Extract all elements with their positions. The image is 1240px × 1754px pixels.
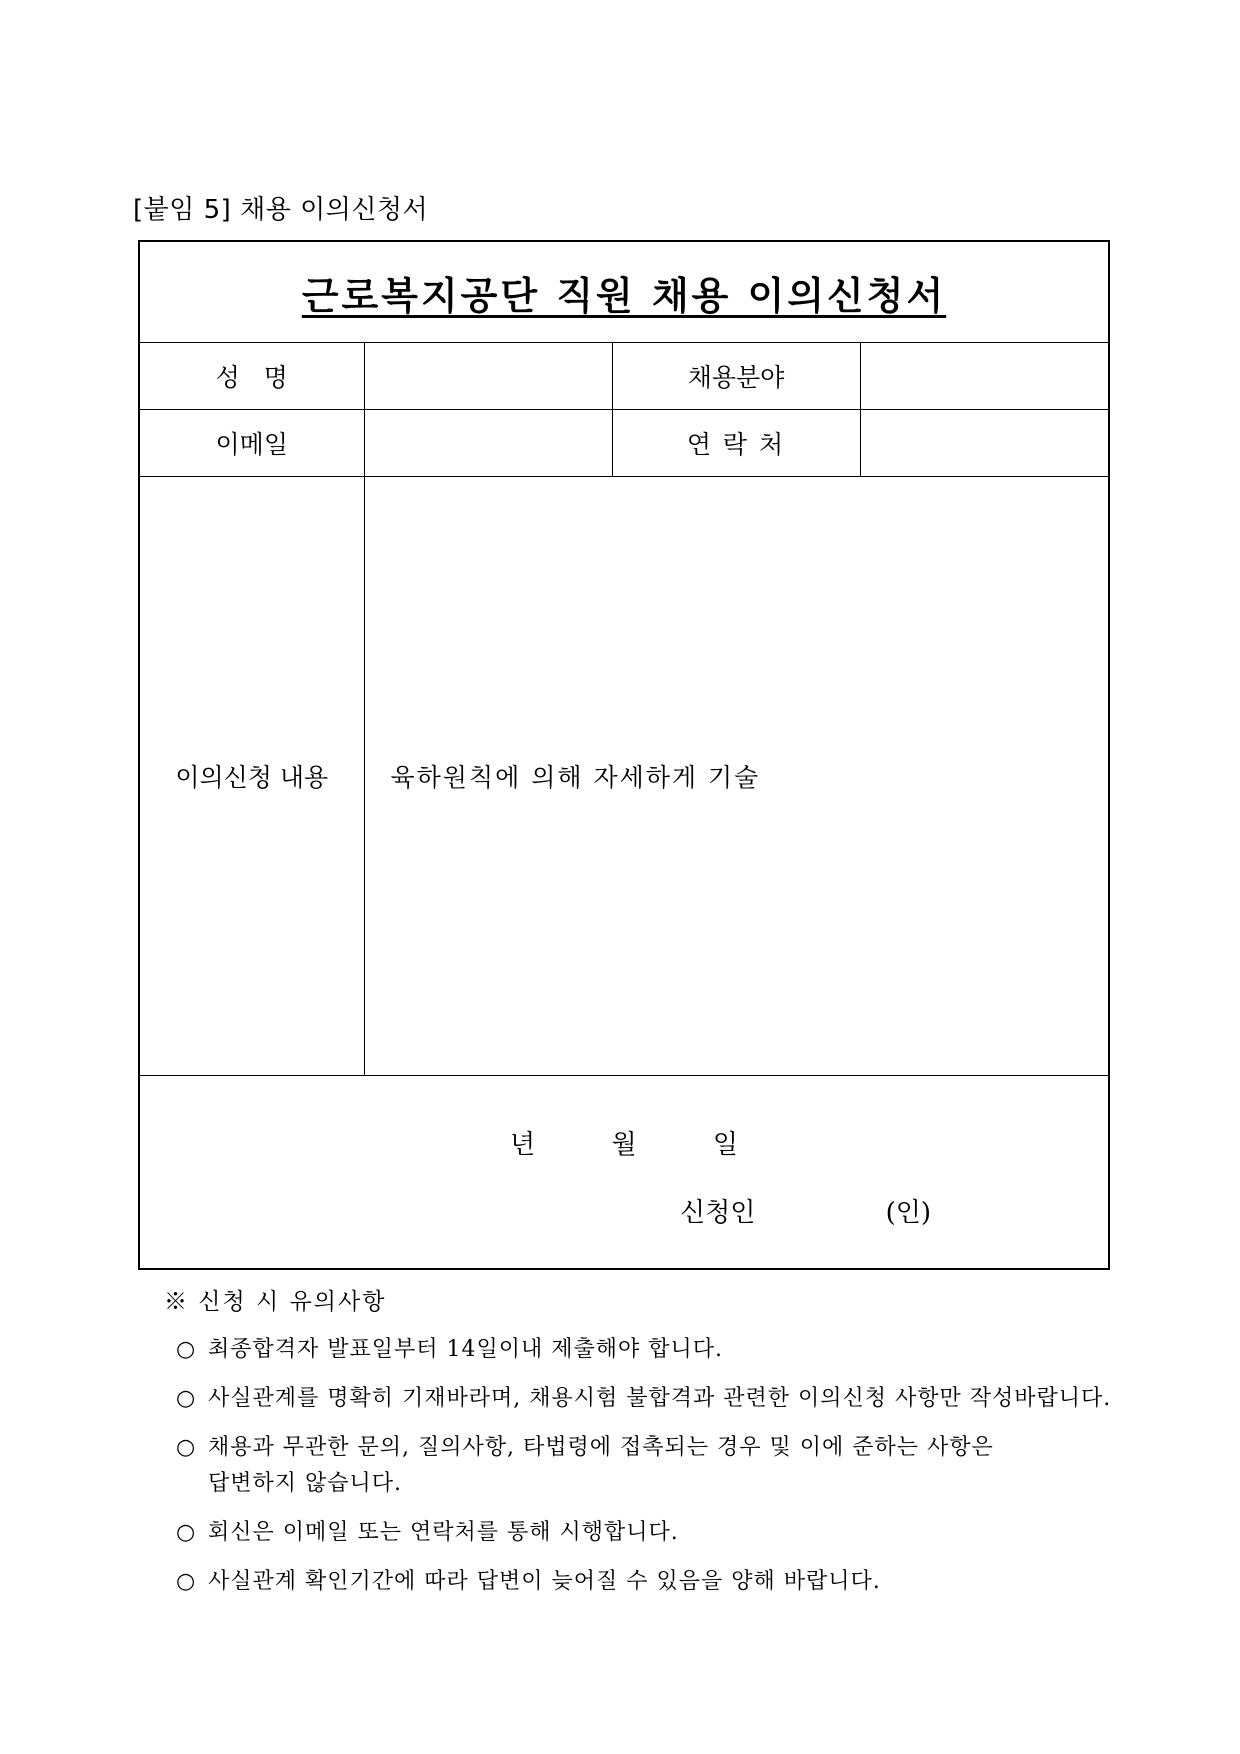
attachment-label: [붙임 5] 채용 이의신청서 [133, 195, 429, 225]
field-label: 채용분야 [612, 343, 860, 410]
date-month: 월 [611, 1130, 637, 1160]
objection-form-table [138, 240, 1110, 1270]
date-signature-cell [139, 1076, 1109, 1270]
field-value[interactable] [860, 343, 1109, 410]
note-text: 사실관계 확인기간에 따라 답변이 늦어질 수 있음을 양해 바랍니다. [208, 1569, 881, 1594]
name-field[interactable] [364, 343, 612, 410]
name-label [139, 343, 364, 410]
note-item [164, 1515, 1114, 1551]
bullet-circle-icon: ○ [176, 1520, 197, 1545]
seal-mark: (인) [885, 1198, 932, 1228]
note-text-continued: 답변하지 않습니다. [208, 1471, 403, 1496]
note-text: 사실관계를 명확히 기재바라며, 채용시험 불합격과 관련한 이의신청 사항만 작성바랍니다. [208, 1386, 1112, 1411]
content-field[interactable] [364, 477, 1109, 1076]
note-item [164, 1564, 1114, 1600]
note-item [164, 1381, 1114, 1417]
note-item [164, 1430, 1114, 1502]
content-label: 이의신청 내용 [139, 477, 364, 1076]
contact-field[interactable] [860, 410, 1109, 477]
form-title-cell [139, 241, 1109, 343]
date-line [140, 1124, 1108, 1161]
note-text: 채용과 무관한 문의, 질의사항, 타법령에 접촉되는 경우 및 이에 준하는 사항은 [208, 1435, 994, 1460]
name-label-text: 성 명 [215, 363, 288, 392]
notes-section [164, 1283, 1114, 1613]
note-item [164, 1332, 1114, 1368]
date-day: 일 [712, 1130, 738, 1160]
bullet-circle-icon: ○ [176, 1386, 197, 1411]
email-label: 이메일 [139, 410, 364, 477]
bullet-circle-icon: ○ [176, 1337, 197, 1362]
email-field[interactable] [364, 410, 612, 477]
notes-heading: ※ 신청 시 유의사항 [164, 1289, 387, 1315]
form-title: 근로복지공단 직원 채용 이의신청서 [301, 272, 947, 318]
note-text: 회신은 이메일 또는 연락처를 통해 시행합니다. [208, 1520, 679, 1545]
applicant-line [680, 1192, 931, 1229]
note-text: 최종합격자 발표일부터 14일이내 제출해야 합니다. [208, 1337, 724, 1362]
bullet-circle-icon: ○ [176, 1569, 197, 1594]
bullet-circle-icon: ○ [176, 1435, 197, 1460]
content-instruction: 육하원칙에 의해 자세하게 기술 [390, 763, 761, 792]
applicant-label: 신청인 [680, 1198, 756, 1228]
contact-label: 연 락 처 [612, 410, 860, 477]
date-year: 년 [510, 1130, 536, 1160]
